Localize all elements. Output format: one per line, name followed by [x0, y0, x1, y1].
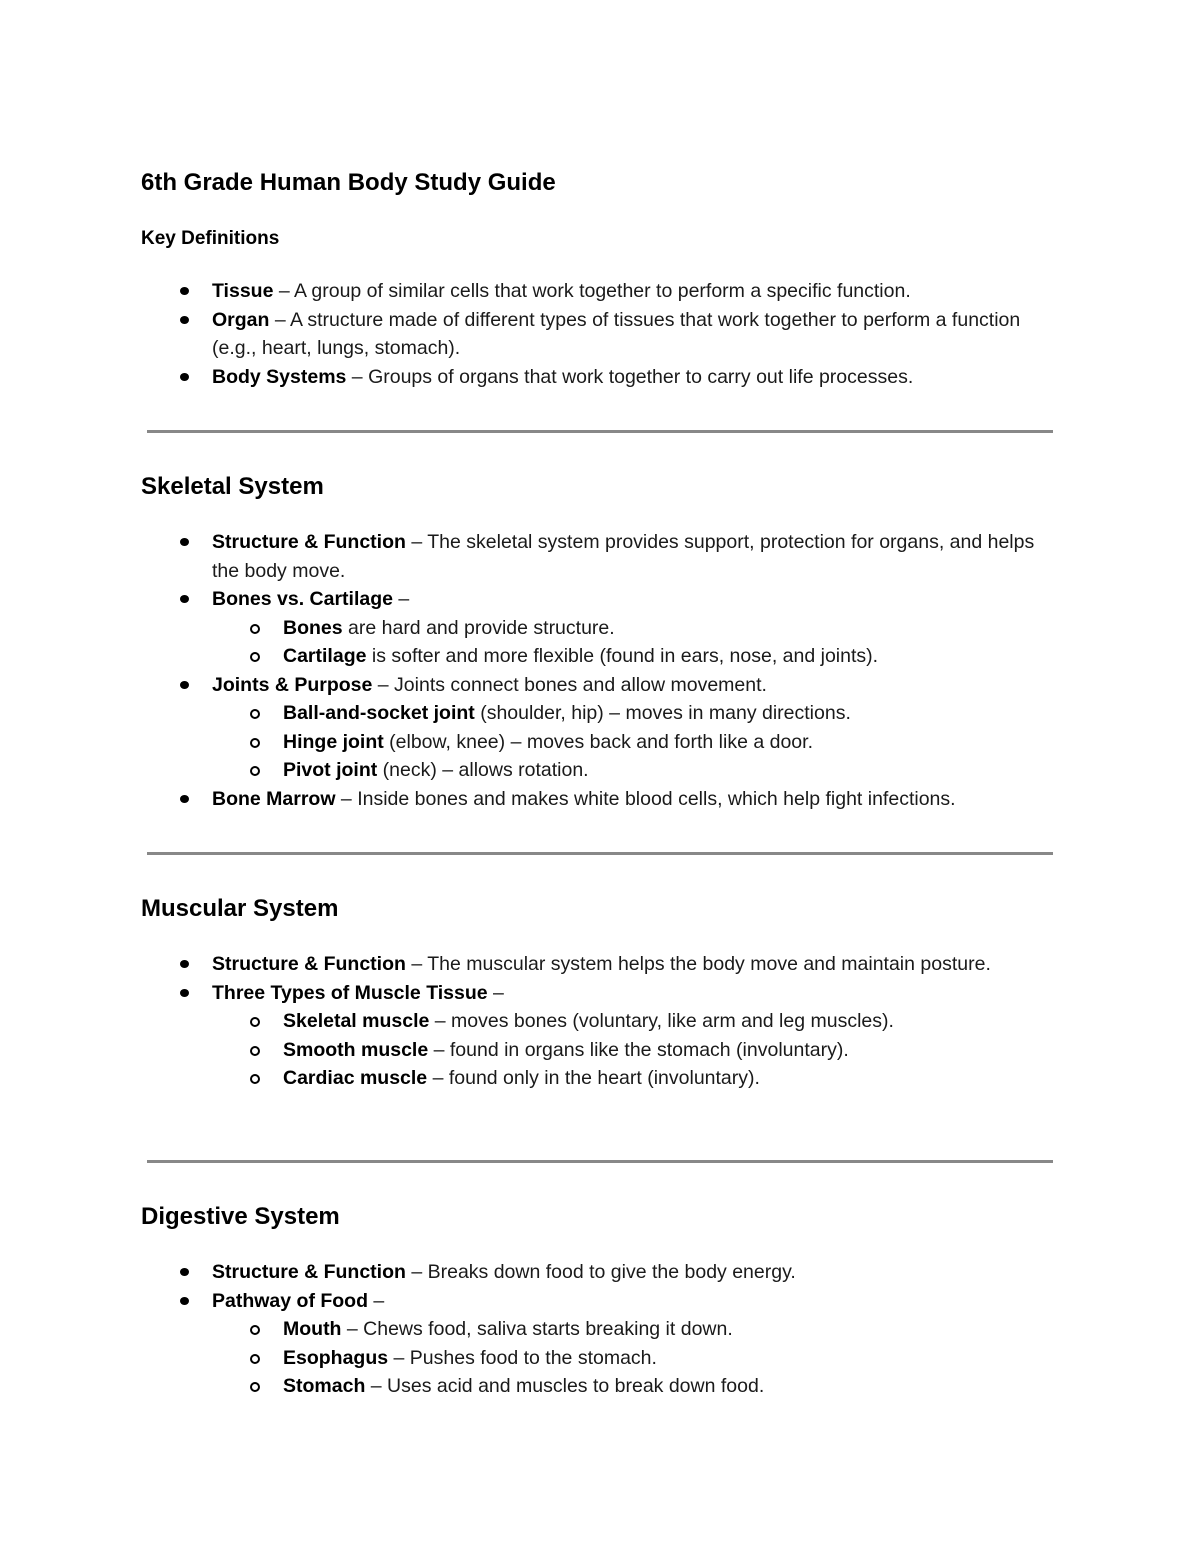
sub-list-item: [0, 728, 1200, 757]
bullet-disc-icon: [180, 681, 189, 689]
bullet-circle-icon: [250, 709, 260, 719]
sub-list-item: [0, 699, 1200, 728]
digestive-system-list: [0, 1258, 1200, 1401]
item-text: – moves bones (voluntary, like arm and leg muscles).: [429, 1010, 894, 1032]
item-text: (elbow, knee) – moves back and forth like a door.: [383, 730, 813, 753]
bullet-disc-icon: [180, 287, 189, 295]
term-label: Organ: [212, 308, 270, 331]
bullet-circle-icon: [250, 1046, 260, 1056]
term-label: Stomach: [283, 1375, 366, 1397]
sub-list-item: [0, 1007, 1200, 1036]
definition-item-organ: [0, 306, 1200, 363]
muscular-system-list: [0, 950, 1200, 1093]
item-text: – Chews food, saliva starts breaking it down.: [341, 1318, 733, 1340]
skeletal-system-list: [0, 528, 1200, 813]
sub-list-item: [0, 756, 1200, 785]
list-item: [0, 528, 1200, 585]
sub-list-item: [0, 614, 1200, 643]
list-item: [0, 671, 1200, 700]
item-text: –: [368, 1289, 385, 1312]
sub-list-item: [0, 1344, 1200, 1373]
page-title: 6th Grade Human Body Study Guide: [141, 169, 556, 196]
term-label: Bone Marrow: [212, 787, 336, 810]
skeletal-system-heading: Skeletal System: [141, 473, 324, 500]
list-item: [0, 785, 1200, 814]
section-divider: [147, 430, 1053, 433]
bullet-disc-icon: [180, 960, 189, 968]
bullet-circle-icon: [250, 1017, 260, 1027]
item-text: – Breaks down food to give the body energy.: [405, 1261, 796, 1283]
muscular-system-heading: Muscular System: [141, 895, 339, 922]
bullet-circle-icon: [250, 738, 260, 748]
term-label: Pivot joint: [283, 759, 378, 781]
term-label: Structure & Function: [212, 531, 406, 553]
item-text: – The skeletal system provides support, protection for organs, and helps the body move.: [212, 531, 1035, 582]
bullet-disc-icon: [180, 989, 189, 997]
list-item: [0, 1258, 1200, 1287]
bullet-circle-icon: [250, 1074, 260, 1084]
item-text: –: [392, 588, 410, 610]
bullet-circle-icon: [250, 1325, 260, 1335]
definition-text: – A group of similar cells that work together to perform a specific function.: [273, 280, 911, 302]
term-label: Body Systems: [212, 365, 347, 388]
list-item: [0, 585, 1200, 614]
item-text: – The muscular system helps the body move and maintain posture.: [405, 953, 991, 975]
term-label: Tissue: [212, 280, 274, 302]
section-divider: [147, 1160, 1053, 1163]
bullet-circle-icon: [250, 624, 260, 634]
term-label: Esophagus: [283, 1346, 389, 1369]
definition-text: – A structure made of different types of tissues that work together to perform a function (e.g., heart, lungs, stomach).: [212, 308, 1021, 359]
definition-item-tissue: [0, 277, 1200, 306]
item-text: –: [487, 981, 504, 1004]
term-label: Hinge joint: [283, 730, 384, 753]
term-label: Three Types of Muscle Tissue: [212, 981, 488, 1004]
list-item: [0, 1287, 1200, 1316]
term-label: Skeletal muscle: [283, 1010, 430, 1032]
bullet-disc-icon: [180, 316, 189, 324]
item-text: – Joints connect bones and allow movement.: [372, 673, 767, 696]
bullet-disc-icon: [180, 373, 189, 381]
bullet-circle-icon: [250, 766, 260, 776]
digestive-system-heading: Digestive System: [141, 1203, 340, 1230]
item-text: (neck) – allows rotation.: [377, 759, 589, 781]
sub-list-item: [0, 1036, 1200, 1065]
item-text: are hard and provide structure.: [342, 616, 615, 639]
bullet-disc-icon: [180, 1297, 189, 1305]
key-definitions-list: [0, 277, 1200, 391]
item-text: – found only in the heart (involuntary).: [427, 1067, 760, 1089]
term-label: Cartilage: [283, 645, 367, 667]
term-label: Cardiac muscle: [283, 1067, 428, 1089]
term-label: Smooth muscle: [283, 1038, 429, 1061]
item-text: – Pushes food to the stomach.: [388, 1346, 657, 1369]
sub-list-item: [0, 1315, 1200, 1344]
sub-list-item: [0, 1372, 1200, 1401]
definition-text: – Groups of organs that work together to carry out life processes.: [346, 365, 914, 388]
term-label: Structure & Function: [212, 953, 406, 975]
term-label: Ball-and-socket joint: [283, 702, 475, 724]
key-definitions-heading: Key Definitions: [141, 228, 280, 249]
item-text: is softer and more flexible (found in ears, nose, and joints).: [366, 645, 879, 667]
sub-list-item: [0, 642, 1200, 671]
section-divider: [147, 852, 1053, 855]
term-label: Bones: [283, 616, 343, 639]
term-label: Pathway of Food: [212, 1289, 368, 1312]
bullet-circle-icon: [250, 1382, 260, 1392]
bullet-circle-icon: [250, 652, 260, 662]
definition-item-body-systems: [0, 363, 1200, 392]
list-item: [0, 950, 1200, 979]
term-label: Mouth: [283, 1318, 342, 1340]
bullet-disc-icon: [180, 538, 189, 546]
term-label: Structure & Function: [212, 1261, 406, 1283]
bullet-disc-icon: [180, 595, 189, 603]
term-label: Joints & Purpose: [212, 673, 373, 696]
list-item: [0, 979, 1200, 1008]
bullet-disc-icon: [180, 1268, 189, 1276]
item-text: – Uses acid and muscles to break down food.: [365, 1375, 765, 1397]
bullet-circle-icon: [250, 1354, 260, 1364]
item-text: – found in organs like the stomach (involuntary).: [428, 1038, 849, 1061]
bullet-disc-icon: [180, 795, 189, 803]
sub-list-item: [0, 1064, 1200, 1093]
term-label: Bones vs. Cartilage: [212, 588, 393, 610]
item-text: (shoulder, hip) – moves in many directions.: [474, 702, 851, 724]
item-text: – Inside bones and makes white blood cells, which help fight infections.: [335, 787, 956, 810]
